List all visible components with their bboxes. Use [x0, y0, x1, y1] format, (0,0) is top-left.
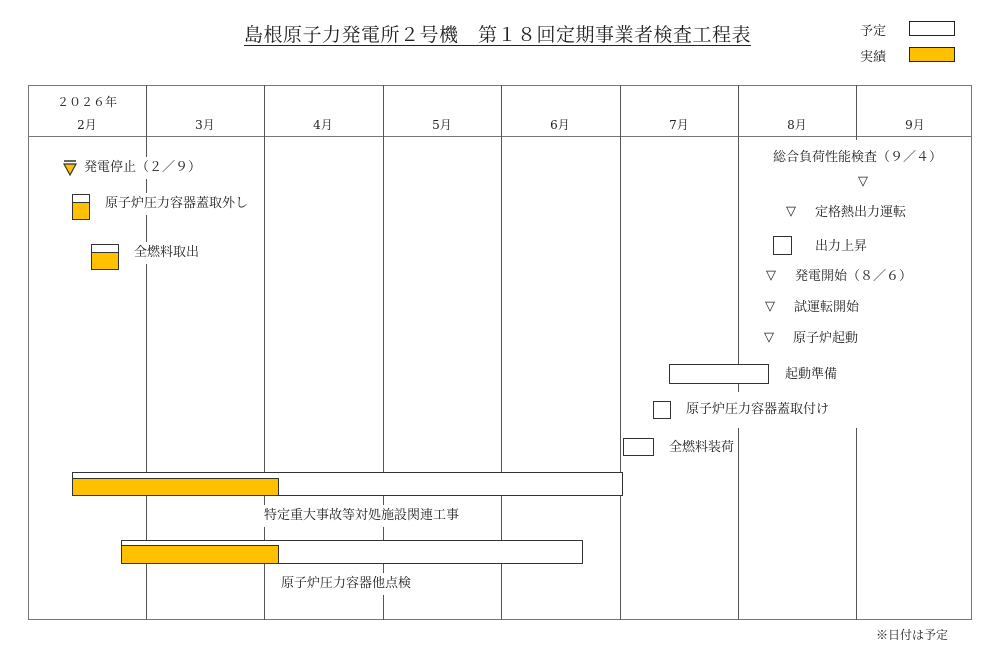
task-fuel-loading: 全燃料装荷: [666, 437, 737, 459]
legend-actual-swatch: [909, 47, 955, 62]
header-month-may: 5月: [432, 118, 452, 132]
task-rpv-head-install: 原子炉圧力容器蓋取付け: [683, 399, 832, 421]
task-specific-facility-work: 特定重大事故等対処施設関連工事: [261, 505, 462, 527]
power-ascension-box: [773, 236, 792, 255]
task-rpv-other-inspection: 原子炉圧力容器他点検: [278, 573, 414, 595]
full-load-test-triangle-icon: ▽: [858, 174, 868, 189]
milestone-full-load-test: 総合負荷性能検査（９／４）: [770, 147, 945, 169]
task-startup-prep: 起動準備: [782, 364, 840, 386]
rpv-head-install-box: [653, 401, 671, 419]
legend-planned-swatch: [909, 21, 955, 36]
fuel-loading-box: [623, 438, 654, 456]
milestone-generation-start: 発電開始（８／６）: [792, 266, 915, 288]
task-fuel-removal: 全燃料取出: [131, 242, 202, 264]
header-month-feb: 2月: [77, 118, 97, 132]
milestone-reactor-startup: 原子炉起動: [790, 328, 861, 350]
grid-line-jun-jul: [620, 85, 621, 620]
header-year: ２０２６年: [56, 95, 117, 109]
header-month-apr: 4月: [313, 118, 333, 132]
rated-output-triangle-icon: ▽: [786, 204, 796, 219]
startup-prep-bar: [669, 364, 769, 384]
task-rpv-head-removal: 原子炉圧力容器蓋取外し: [102, 193, 251, 215]
header-month-jul: 7月: [669, 118, 689, 132]
trial-operation-triangle-icon: ▽: [765, 299, 775, 314]
task-power-ascension: 出力上昇: [812, 236, 870, 258]
grid-line-jul-aug: [738, 85, 739, 620]
generation-start-triangle-icon: ▽: [766, 268, 776, 283]
legend-actual-label: 実績: [860, 50, 887, 65]
rpv-head-removal-marker: [72, 194, 90, 220]
footnote: ※日付は予定: [876, 628, 949, 642]
header-month-sep: 9月: [905, 118, 925, 132]
specific-facility-work-actual-bar: [72, 478, 279, 496]
fuel-removal-marker: [91, 244, 119, 270]
milestone-shutdown: 発電停止（２／９）: [81, 157, 204, 179]
legend-planned-label: 予定: [860, 24, 887, 39]
header-month-jun: 6月: [550, 118, 570, 132]
milestone-rated-thermal-output: 定格熱出力運転: [812, 202, 909, 224]
reactor-startup-triangle-icon: ▽: [764, 330, 774, 345]
milestone-trial-operation: 試運転開始: [791, 297, 862, 319]
shutdown-marker-icon: [63, 160, 77, 176]
rpv-other-inspection-actual-bar: [121, 545, 279, 564]
header-month-aug: 8月: [787, 118, 807, 132]
header-divider: [28, 136, 972, 137]
page-title: 島根原子力発電所２号機 第１８回定期事業者検査工程表: [244, 24, 752, 46]
header-month-mar: 3月: [195, 118, 215, 132]
